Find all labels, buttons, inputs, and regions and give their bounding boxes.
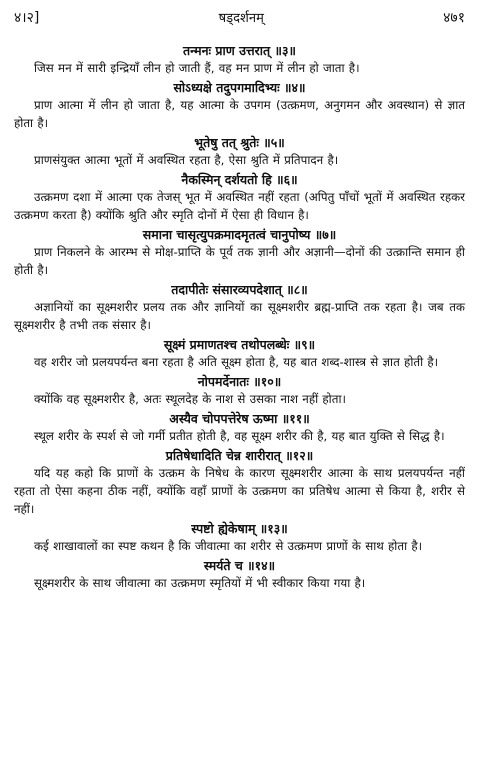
commentary-paragraph: प्राण आत्मा में लीन हो जाता है, यह आत्मा के उपगम (उत्क्रमण, अनुगमन और अवस्थान) से ज्ञात होता है। <box>14 98 465 130</box>
commentary-paragraph: क्योंकि वह सूक्ष्मशरीर है, अतः स्थूलदेह के नाश से उसका नाश नहीं होता। <box>34 392 346 406</box>
sutra-heading: अस्यैव चोपपत्तेरेष ऊष्मा ॥११॥ <box>169 411 310 426</box>
commentary-paragraph: कई शाखावालों का स्पष्ट कथन है कि जीवात्मा का शरीर से उत्क्रमण प्राणों के साथ होता है। <box>34 539 423 553</box>
sutra-heading: नोपमर्देनातः ॥१०॥ <box>197 374 282 389</box>
commentary-paragraph: स्थूल शरीर के स्पर्श से जो गर्मी प्रतीत होती है, वह सूक्ष्म शरीर की है, यह बात युक्ति से सिद्ध है। <box>34 429 445 443</box>
sutra-heading: स्मर्यते च ॥१४॥ <box>203 558 276 573</box>
sutra-heading: तन्मनः प्राण उत्तरात् ॥३॥ <box>183 43 296 58</box>
document-body <box>14 40 465 593</box>
commentary-paragraph: सूक्ष्मशरीर के साथ जीवात्मा का उत्क्रमण स्मृतियों में भी स्वीकार किया गया है। <box>34 576 366 590</box>
chapter-marker: ४।२] <box>14 10 40 26</box>
sutra-heading: प्रतिषेधादिति चेन्न शारीरात् ॥१२॥ <box>165 448 314 463</box>
sutra-heading: स्पष्टो ह्येकेषाम् ॥१३॥ <box>191 521 288 536</box>
commentary-paragraph: जिस मन में सारी इन्द्रियाँ लीन हो जाती हैं, वह मन प्राण में लीन हो जाता है। <box>34 61 360 75</box>
sutra-heading: सूक्ष्मं प्रमाणतश्च तथोपलब्धेः ॥९॥ <box>163 337 316 352</box>
commentary-paragraph: अज्ञानियों का सूक्ष्मशरीर प्रलय तक और ज्ञानियों का सूक्ष्मशरीर ब्रह्म-प्राप्ति तक रहता है। जब तक सूक्ष्मशरीर है तभी तक संसार है। <box>14 300 465 332</box>
sutra-heading: भूतेषु तत् श्रुतेः ॥५॥ <box>194 135 285 150</box>
page-header <box>14 8 465 34</box>
commentary-paragraph: प्राण निकलने के आरम्भ से मोक्ष-प्राप्ति के पूर्व तक ज्ञानी और अज्ञानी—दोनों की उत्क्रान्ति समान ही होती है। <box>14 245 465 277</box>
page-number: ४७१ <box>443 10 465 26</box>
commentary-paragraph: प्राणसंयुक्त आत्मा भूतों में अवस्थित रहता है, ऐसा श्रुति में प्रतिपादन है। <box>34 153 339 167</box>
commentary-paragraph: उत्क्रमण दशा में आत्मा एक तेजस् भूत में अवस्थित नहीं रहता (अपितु पाँचों भूतों में अवस्थित रहकर उत्क्रमण करता है) क्योंकि श्रुति और स्मृति दोनों में ऐसा ही विधान है। <box>14 190 465 222</box>
running-title: षड्दर्शनम् <box>218 11 264 26</box>
commentary-paragraph: यदि यह कहो कि प्राणों के उत्क्रम के निषेध के कारण सूक्ष्मशरीर आत्मा के साथ प्रलयपर्यन्त नहीं रहता तो ऐसा कहना ठीक नहीं, क्योंकि वहाँ प्राणों के उत्क्रमण का प्रतिषेध आत्मा से किया है, शरीर से नहीं। <box>14 466 465 516</box>
commentary-paragraph: वह शरीर जो प्रलयपर्यन्त बना रहता है अति सूक्ष्म होता है, यह बात शब्द-शास्त्र से ज्ञात होती है। <box>34 355 439 369</box>
sutra-heading: तदापीतेः संसारव्यपदेशात् ॥८॥ <box>171 282 308 297</box>
sutra-heading: समाना चासृत्युपक्रमादमृतत्वं चानुपोष्य ॥७॥ <box>142 227 337 242</box>
sutra-heading: सोऽध्यक्षे तदुपगमादिभ्यः ॥४॥ <box>173 80 306 95</box>
sutra-heading: नैकस्मिन् दर्शयतो हि ॥६॥ <box>181 172 298 187</box>
